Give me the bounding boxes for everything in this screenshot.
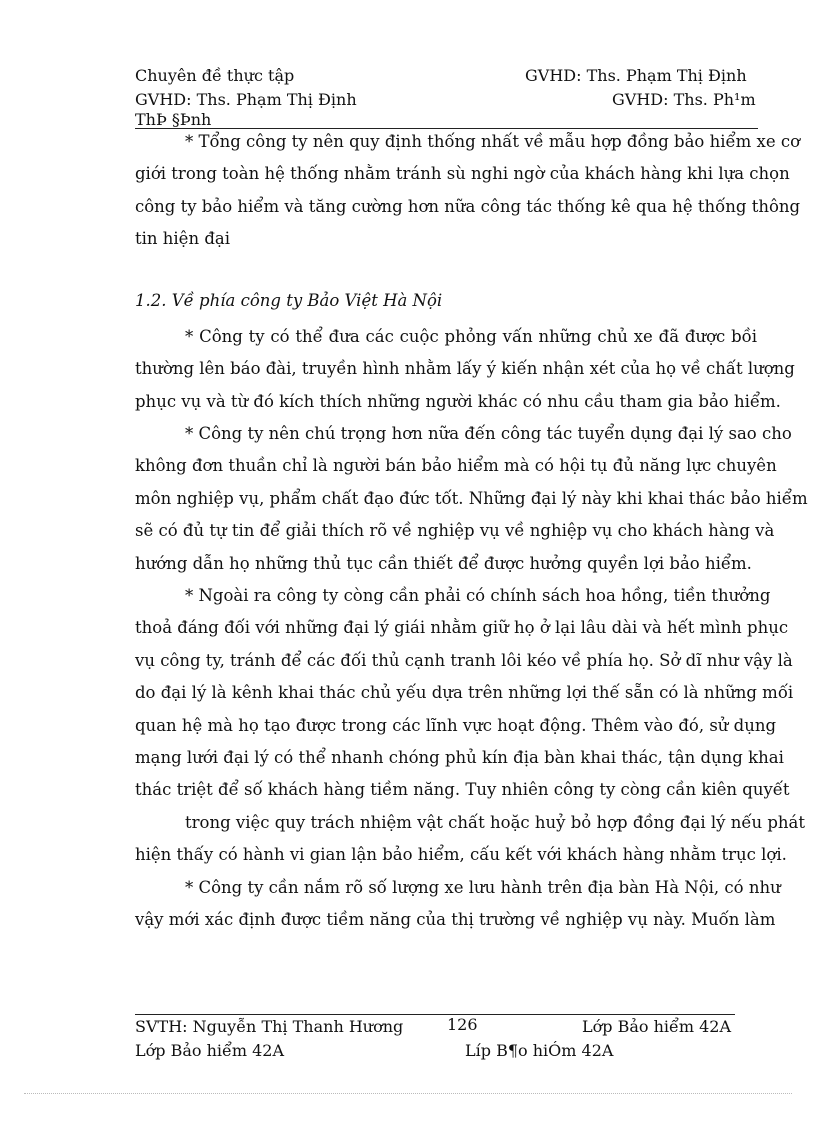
text-line: giới trong toàn hệ thống nhằm tránh sù nghi ngờ của khách hàng khi lựa chọn [135,164,790,184]
header-supervisor: GVHD: Ths. Phạm Thị Định [525,66,747,85]
header-title: Chuyên đề thực tập [135,66,295,85]
text-line: do đại lý là kênh khai thác chủ yếu dựa trên những lợi thế sẵn có là những mối [135,683,794,703]
text-line: thác triệt để số khách hàng tiềm năng. Tuy nhiên công ty còng cần kiên quyết [135,780,790,800]
footer-student-name: SVTH: Nguyễn Thị Thanh Hương [135,1017,404,1036]
paragraph-commission-policy [135,580,794,807]
paragraph-vehicle-count [135,872,781,937]
text-line: * Tổng công ty nên quy định thống nhất về mẫu hợp đồng bảo hiểm xe cơ [185,132,801,151]
text-line: vụ công ty, tránh để các đối thủ cạnh tranh lôi kéo về phía họ. Sở dĩ như vậy là [135,650,793,670]
text-line: quan hệ mà họ tạo được trong các lĩnh vực hoạt động. Thêm vào đó, sử dụng [135,715,777,735]
header-supervisor-3: GVHD: Ths. Ph¹m [612,90,756,109]
paragraph-agent-recruitment [135,418,808,580]
text-line: phục vụ và từ đó kích thích những người khác có nhu cầu tham gia bảo hiểm. [135,391,781,411]
footer-page-number: 126 [447,1015,478,1034]
text-line: không đơn thuần chỉ là người bán bảo hiểm mà có hội tụ đủ năng lực chuyên [135,456,777,476]
text-line: tin hiện đại [135,229,230,249]
header-supervisor-2: GVHD: Ths. Phạm Thị Định [135,90,357,109]
text-line: vậy mới xác định được tiềm năng của thị trường về nghiệp vụ này. Muốn làm [135,910,776,930]
page-bottom-divider [24,1093,792,1094]
text-line: sẽ có đủ tự tin để giải thích rõ về nghiệp vụ về nghiệp vụ cho khách hàng và [135,521,775,541]
paragraph-general-corp [135,126,801,256]
paragraph-interviews [135,321,795,418]
text-line: thoả đáng đối với những đại lý giái nhằm giữ họ ở lại lâu dài và hết mình phục [135,618,789,638]
footer-rule [135,1014,735,1015]
text-line: * Công ty cần nắm rõ số lượng xe lưu hành trên địa bàn Hà Nội, có như [185,878,781,897]
text-line: * Công ty nên chú trọng hơn nữa đến công tác tuyển dụng đại lý sao cho [185,424,792,443]
section-heading: 1.2. Về phía công ty Bảo Việt Hà Nội [135,291,443,310]
text-line: * Công ty có thể đưa các cuộc phỏng vấn những chủ xe đã được bồi [185,327,757,346]
text-line: mạng lưới đại lý có thể nhanh chóng phủ kín địa bàn khai thác, tận dụng khai [135,748,784,768]
text-line: trong việc quy trách nhiệm vật chất hoặc huỷ bỏ hợp đồng đại lý nếu phát [185,813,806,832]
paragraph-agent-liability [135,807,806,872]
text-line: * Ngoài ra công ty còng cần phải có chính sách hoa hồng, tiền thưởng [185,586,771,605]
footer-class-name-2: Lớp Bảo hiểm 42A [135,1041,285,1060]
header-supervisor-cont: ThÞ §Þnh [135,110,212,129]
text-line: thường lên báo đài, truyền hình nhằm lấy ý kiến nhận xét của họ về chất lượng [135,359,795,379]
text-line: hiện thấy có hành vi gian lận bảo hiểm, cấu kết với khách hàng nhằm trục lợi. [135,845,787,865]
text-line: công ty bảo hiểm và tăng cường hơn nữa công tác thống kê qua hệ thống thông [135,196,801,216]
text-line: môn nghiệp vụ, phẩm chất đạo đức tốt. Những đại lý này khi khai thác bảo hiểm [135,488,808,508]
footer-class-name: Lớp Bảo hiểm 42A [582,1017,732,1036]
footer-class-name-3: Líp B¶o hiÓm 42A [465,1041,614,1060]
text-line: hướng dẫn họ những thủ tục cần thiết để được hưởng quyền lợi bảo hiểm. [135,553,752,573]
